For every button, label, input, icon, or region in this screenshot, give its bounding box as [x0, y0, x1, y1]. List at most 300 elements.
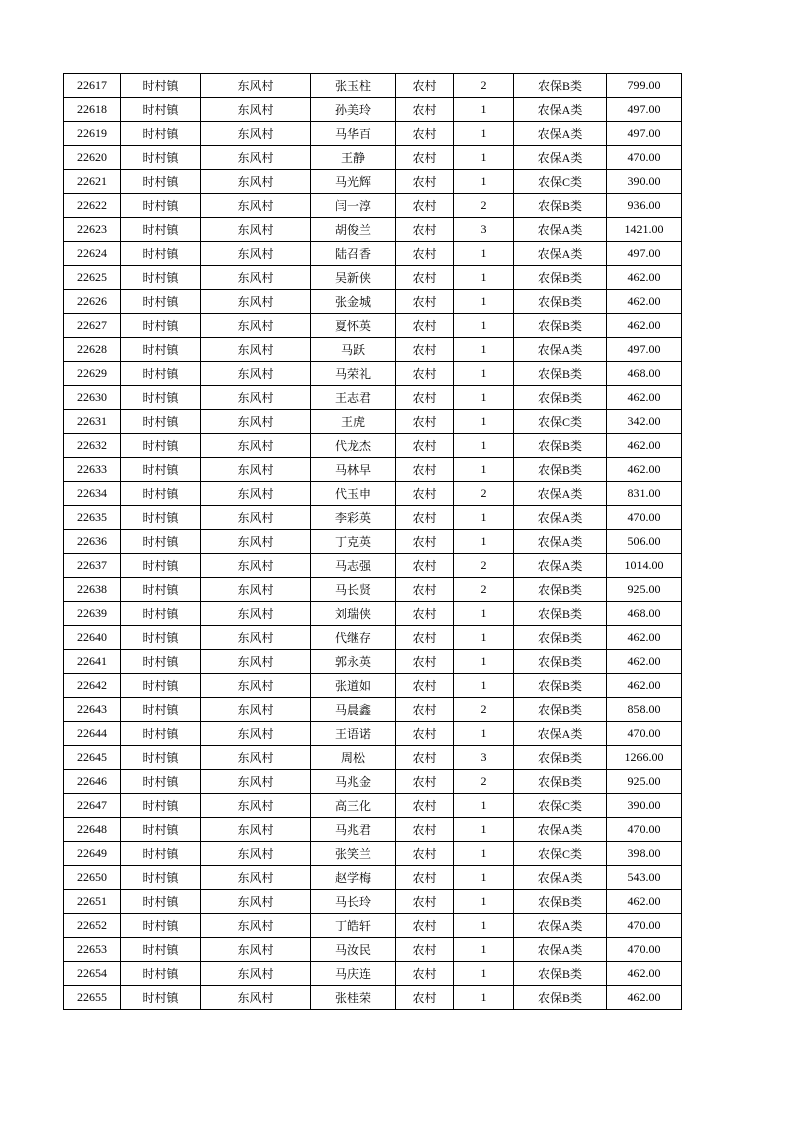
- cell-id: 22628: [64, 338, 121, 362]
- cell-town: 时村镇: [121, 338, 201, 362]
- cell-count: 2: [454, 74, 514, 98]
- table-row: [64, 362, 682, 386]
- table-row: [64, 794, 682, 818]
- cell-residence_type: 农村: [396, 578, 454, 602]
- cell-insurance_class: 农保B类: [514, 194, 607, 218]
- cell-id: 22638: [64, 578, 121, 602]
- cell-insurance_class: 农保A类: [514, 914, 607, 938]
- cell-residence_type: 农村: [396, 842, 454, 866]
- cell-residence_type: 农村: [396, 266, 454, 290]
- cell-residence_type: 农村: [396, 482, 454, 506]
- cell-name: 代玉申: [311, 482, 396, 506]
- cell-village: 东风村: [201, 794, 311, 818]
- cell-name: 闫一淳: [311, 194, 396, 218]
- cell-name: 马华百: [311, 122, 396, 146]
- cell-residence_type: 农村: [396, 410, 454, 434]
- cell-id: 22617: [64, 74, 121, 98]
- cell-residence_type: 农村: [396, 146, 454, 170]
- cell-residence_type: 农村: [396, 362, 454, 386]
- cell-amount: 925.00: [607, 578, 682, 602]
- cell-count: 1: [454, 386, 514, 410]
- cell-count: 3: [454, 218, 514, 242]
- cell-amount: 462.00: [607, 434, 682, 458]
- cell-village: 东风村: [201, 122, 311, 146]
- cell-residence_type: 农村: [396, 650, 454, 674]
- cell-id: 22650: [64, 866, 121, 890]
- cell-name: 王静: [311, 146, 396, 170]
- cell-town: 时村镇: [121, 866, 201, 890]
- cell-village: 东风村: [201, 170, 311, 194]
- cell-name: 夏怀英: [311, 314, 396, 338]
- table-row: [64, 74, 682, 98]
- cell-village: 东风村: [201, 386, 311, 410]
- cell-insurance_class: 农保A类: [514, 866, 607, 890]
- cell-insurance_class: 农保B类: [514, 314, 607, 338]
- cell-name: 张桂荣: [311, 986, 396, 1010]
- cell-village: 东风村: [201, 866, 311, 890]
- table-row: [64, 434, 682, 458]
- cell-village: 东风村: [201, 602, 311, 626]
- table-row: [64, 866, 682, 890]
- cell-count: 2: [454, 770, 514, 794]
- cell-insurance_class: 农保B类: [514, 746, 607, 770]
- cell-count: 1: [454, 266, 514, 290]
- cell-insurance_class: 农保A类: [514, 338, 607, 362]
- cell-village: 东风村: [201, 314, 311, 338]
- cell-residence_type: 农村: [396, 170, 454, 194]
- cell-amount: 831.00: [607, 482, 682, 506]
- cell-town: 时村镇: [121, 506, 201, 530]
- cell-residence_type: 农村: [396, 626, 454, 650]
- cell-id: 22632: [64, 434, 121, 458]
- cell-id: 22637: [64, 554, 121, 578]
- cell-count: 1: [454, 722, 514, 746]
- cell-id: 22640: [64, 626, 121, 650]
- cell-name: 李彩英: [311, 506, 396, 530]
- cell-village: 东风村: [201, 746, 311, 770]
- cell-id: 22634: [64, 482, 121, 506]
- cell-count: 1: [454, 458, 514, 482]
- cell-name: 赵学梅: [311, 866, 396, 890]
- cell-town: 时村镇: [121, 938, 201, 962]
- cell-residence_type: 农村: [396, 962, 454, 986]
- cell-amount: 497.00: [607, 242, 682, 266]
- cell-residence_type: 农村: [396, 458, 454, 482]
- cell-name: 马林早: [311, 458, 396, 482]
- cell-amount: 398.00: [607, 842, 682, 866]
- cell-amount: 468.00: [607, 602, 682, 626]
- cell-town: 时村镇: [121, 362, 201, 386]
- cell-village: 东风村: [201, 770, 311, 794]
- cell-id: 22636: [64, 530, 121, 554]
- cell-town: 时村镇: [121, 290, 201, 314]
- cell-insurance_class: 农保B类: [514, 626, 607, 650]
- cell-id: 22652: [64, 914, 121, 938]
- cell-village: 东风村: [201, 650, 311, 674]
- cell-town: 时村镇: [121, 434, 201, 458]
- table-row: [64, 386, 682, 410]
- cell-amount: 497.00: [607, 98, 682, 122]
- cell-village: 东风村: [201, 338, 311, 362]
- cell-town: 时村镇: [121, 602, 201, 626]
- cell-amount: 470.00: [607, 914, 682, 938]
- cell-id: 22620: [64, 146, 121, 170]
- cell-name: 王虎: [311, 410, 396, 434]
- cell-amount: 462.00: [607, 266, 682, 290]
- cell-count: 1: [454, 650, 514, 674]
- cell-village: 东风村: [201, 626, 311, 650]
- cell-id: 22618: [64, 98, 121, 122]
- cell-residence_type: 农村: [396, 794, 454, 818]
- cell-amount: 1266.00: [607, 746, 682, 770]
- cell-insurance_class: 农保B类: [514, 362, 607, 386]
- cell-insurance_class: 农保A类: [514, 506, 607, 530]
- cell-count: 1: [454, 986, 514, 1010]
- cell-village: 东风村: [201, 986, 311, 1010]
- cell-id: 22622: [64, 194, 121, 218]
- cell-amount: 1421.00: [607, 218, 682, 242]
- cell-name: 张玉柱: [311, 74, 396, 98]
- cell-village: 东风村: [201, 146, 311, 170]
- cell-amount: 936.00: [607, 194, 682, 218]
- cell-count: 1: [454, 818, 514, 842]
- cell-village: 东风村: [201, 530, 311, 554]
- cell-insurance_class: 农保A类: [514, 242, 607, 266]
- table-row: [64, 626, 682, 650]
- cell-town: 时村镇: [121, 170, 201, 194]
- cell-residence_type: 农村: [396, 866, 454, 890]
- cell-town: 时村镇: [121, 578, 201, 602]
- cell-insurance_class: 农保A类: [514, 146, 607, 170]
- cell-count: 1: [454, 146, 514, 170]
- cell-town: 时村镇: [121, 314, 201, 338]
- cell-amount: 342.00: [607, 410, 682, 434]
- cell-village: 东风村: [201, 890, 311, 914]
- cell-village: 东风村: [201, 218, 311, 242]
- cell-town: 时村镇: [121, 98, 201, 122]
- cell-count: 1: [454, 434, 514, 458]
- cell-residence_type: 农村: [396, 914, 454, 938]
- cell-amount: 462.00: [607, 626, 682, 650]
- cell-amount: 506.00: [607, 530, 682, 554]
- cell-insurance_class: 农保B类: [514, 290, 607, 314]
- cell-insurance_class: 农保B类: [514, 386, 607, 410]
- cell-village: 东风村: [201, 266, 311, 290]
- cell-count: 2: [454, 554, 514, 578]
- cell-id: 22631: [64, 410, 121, 434]
- cell-amount: 468.00: [607, 362, 682, 386]
- cell-name: 代龙杰: [311, 434, 396, 458]
- cell-residence_type: 农村: [396, 818, 454, 842]
- cell-residence_type: 农村: [396, 194, 454, 218]
- cell-residence_type: 农村: [396, 938, 454, 962]
- cell-count: 2: [454, 698, 514, 722]
- cell-insurance_class: 农保B类: [514, 266, 607, 290]
- cell-residence_type: 农村: [396, 602, 454, 626]
- cell-town: 时村镇: [121, 530, 201, 554]
- cell-name: 刘瑞侠: [311, 602, 396, 626]
- insurance-roster-table: [63, 73, 682, 1010]
- cell-village: 东风村: [201, 914, 311, 938]
- table-row: [64, 842, 682, 866]
- table-row: [64, 338, 682, 362]
- table-row: [64, 266, 682, 290]
- cell-count: 1: [454, 314, 514, 338]
- cell-town: 时村镇: [121, 482, 201, 506]
- cell-insurance_class: 农保B类: [514, 674, 607, 698]
- cell-town: 时村镇: [121, 794, 201, 818]
- table-row: [64, 650, 682, 674]
- cell-name: 代继存: [311, 626, 396, 650]
- cell-town: 时村镇: [121, 842, 201, 866]
- cell-id: 22633: [64, 458, 121, 482]
- cell-amount: 497.00: [607, 122, 682, 146]
- cell-count: 1: [454, 890, 514, 914]
- cell-count: 3: [454, 746, 514, 770]
- cell-residence_type: 农村: [396, 290, 454, 314]
- cell-amount: 462.00: [607, 986, 682, 1010]
- cell-town: 时村镇: [121, 554, 201, 578]
- table-row: [64, 194, 682, 218]
- cell-residence_type: 农村: [396, 506, 454, 530]
- cell-id: 22625: [64, 266, 121, 290]
- cell-amount: 497.00: [607, 338, 682, 362]
- table-body: [64, 74, 682, 1010]
- cell-id: 22644: [64, 722, 121, 746]
- cell-town: 时村镇: [121, 746, 201, 770]
- cell-village: 东风村: [201, 722, 311, 746]
- cell-count: 1: [454, 290, 514, 314]
- cell-name: 吴新侠: [311, 266, 396, 290]
- table-row: [64, 698, 682, 722]
- cell-town: 时村镇: [121, 242, 201, 266]
- table-row: [64, 770, 682, 794]
- cell-amount: 799.00: [607, 74, 682, 98]
- table-row: [64, 674, 682, 698]
- cell-town: 时村镇: [121, 122, 201, 146]
- table-row: [64, 938, 682, 962]
- table-row: [64, 818, 682, 842]
- cell-residence_type: 农村: [396, 122, 454, 146]
- cell-residence_type: 农村: [396, 314, 454, 338]
- cell-count: 1: [454, 602, 514, 626]
- cell-id: 22623: [64, 218, 121, 242]
- cell-count: 1: [454, 938, 514, 962]
- cell-id: 22654: [64, 962, 121, 986]
- cell-insurance_class: 农保B类: [514, 890, 607, 914]
- cell-name: 张笑兰: [311, 842, 396, 866]
- cell-amount: 925.00: [607, 770, 682, 794]
- cell-id: 22655: [64, 986, 121, 1010]
- cell-amount: 470.00: [607, 818, 682, 842]
- cell-town: 时村镇: [121, 626, 201, 650]
- cell-village: 东风村: [201, 962, 311, 986]
- cell-count: 2: [454, 578, 514, 602]
- cell-village: 东风村: [201, 698, 311, 722]
- cell-name: 王志君: [311, 386, 396, 410]
- cell-village: 东风村: [201, 98, 311, 122]
- cell-name: 马志强: [311, 554, 396, 578]
- cell-residence_type: 农村: [396, 986, 454, 1010]
- cell-amount: 462.00: [607, 962, 682, 986]
- cell-amount: 390.00: [607, 170, 682, 194]
- cell-residence_type: 农村: [396, 386, 454, 410]
- cell-town: 时村镇: [121, 986, 201, 1010]
- cell-town: 时村镇: [121, 890, 201, 914]
- table-row: [64, 98, 682, 122]
- cell-id: 22642: [64, 674, 121, 698]
- cell-insurance_class: 农保B类: [514, 770, 607, 794]
- cell-id: 22653: [64, 938, 121, 962]
- cell-id: 22621: [64, 170, 121, 194]
- cell-insurance_class: 农保A类: [514, 722, 607, 746]
- cell-id: 22641: [64, 650, 121, 674]
- cell-village: 东风村: [201, 242, 311, 266]
- cell-insurance_class: 农保B类: [514, 74, 607, 98]
- cell-name: 高三化: [311, 794, 396, 818]
- cell-name: 马兆金: [311, 770, 396, 794]
- table-row: [64, 218, 682, 242]
- cell-town: 时村镇: [121, 650, 201, 674]
- table-row: [64, 914, 682, 938]
- cell-insurance_class: 农保B类: [514, 578, 607, 602]
- cell-insurance_class: 农保C类: [514, 170, 607, 194]
- table-row: [64, 554, 682, 578]
- cell-residence_type: 农村: [396, 218, 454, 242]
- cell-residence_type: 农村: [396, 770, 454, 794]
- cell-id: 22626: [64, 290, 121, 314]
- cell-id: 22651: [64, 890, 121, 914]
- cell-insurance_class: 农保B类: [514, 434, 607, 458]
- cell-id: 22646: [64, 770, 121, 794]
- cell-amount: 462.00: [607, 890, 682, 914]
- cell-village: 东风村: [201, 74, 311, 98]
- cell-town: 时村镇: [121, 266, 201, 290]
- cell-name: 马长玲: [311, 890, 396, 914]
- table-row: [64, 890, 682, 914]
- cell-village: 东风村: [201, 290, 311, 314]
- cell-town: 时村镇: [121, 410, 201, 434]
- table-row: [64, 746, 682, 770]
- cell-residence_type: 农村: [396, 434, 454, 458]
- cell-town: 时村镇: [121, 914, 201, 938]
- table-row: [64, 530, 682, 554]
- cell-amount: 462.00: [607, 458, 682, 482]
- cell-count: 1: [454, 626, 514, 650]
- cell-count: 1: [454, 530, 514, 554]
- cell-name: 陆召香: [311, 242, 396, 266]
- cell-village: 东风村: [201, 506, 311, 530]
- cell-name: 孙美玲: [311, 98, 396, 122]
- cell-name: 马光辉: [311, 170, 396, 194]
- cell-insurance_class: 农保A类: [514, 554, 607, 578]
- cell-amount: 470.00: [607, 722, 682, 746]
- cell-amount: 470.00: [607, 146, 682, 170]
- cell-insurance_class: 农保B类: [514, 602, 607, 626]
- cell-amount: 1014.00: [607, 554, 682, 578]
- cell-insurance_class: 农保C类: [514, 794, 607, 818]
- cell-village: 东风村: [201, 482, 311, 506]
- cell-insurance_class: 农保A类: [514, 98, 607, 122]
- cell-village: 东风村: [201, 554, 311, 578]
- cell-village: 东风村: [201, 434, 311, 458]
- cell-name: 张道如: [311, 674, 396, 698]
- cell-id: 22648: [64, 818, 121, 842]
- cell-amount: 543.00: [607, 866, 682, 890]
- table-row: [64, 482, 682, 506]
- cell-name: 马晨鑫: [311, 698, 396, 722]
- table-row: [64, 962, 682, 986]
- cell-count: 1: [454, 962, 514, 986]
- cell-village: 东风村: [201, 938, 311, 962]
- cell-count: 1: [454, 242, 514, 266]
- cell-name: 马长贤: [311, 578, 396, 602]
- cell-insurance_class: 农保A类: [514, 482, 607, 506]
- cell-name: 马跃: [311, 338, 396, 362]
- cell-village: 东风村: [201, 458, 311, 482]
- cell-id: 22627: [64, 314, 121, 338]
- cell-residence_type: 农村: [396, 746, 454, 770]
- cell-id: 22630: [64, 386, 121, 410]
- cell-id: 22643: [64, 698, 121, 722]
- cell-residence_type: 农村: [396, 74, 454, 98]
- table-row: [64, 722, 682, 746]
- cell-town: 时村镇: [121, 386, 201, 410]
- cell-count: 1: [454, 122, 514, 146]
- cell-amount: 462.00: [607, 674, 682, 698]
- cell-village: 东风村: [201, 818, 311, 842]
- cell-residence_type: 农村: [396, 674, 454, 698]
- cell-village: 东风村: [201, 578, 311, 602]
- cell-id: 22624: [64, 242, 121, 266]
- cell-residence_type: 农村: [396, 554, 454, 578]
- cell-id: 22629: [64, 362, 121, 386]
- cell-count: 1: [454, 842, 514, 866]
- cell-insurance_class: 农保B类: [514, 650, 607, 674]
- table-row: [64, 146, 682, 170]
- cell-name: 王语诺: [311, 722, 396, 746]
- cell-residence_type: 农村: [396, 242, 454, 266]
- table-row: [64, 458, 682, 482]
- cell-town: 时村镇: [121, 962, 201, 986]
- cell-residence_type: 农村: [396, 530, 454, 554]
- cell-count: 1: [454, 410, 514, 434]
- cell-town: 时村镇: [121, 722, 201, 746]
- cell-amount: 462.00: [607, 314, 682, 338]
- cell-village: 东风村: [201, 194, 311, 218]
- cell-count: 1: [454, 170, 514, 194]
- cell-id: 22619: [64, 122, 121, 146]
- table-row: [64, 290, 682, 314]
- table-row: [64, 314, 682, 338]
- table-row: [64, 578, 682, 602]
- cell-residence_type: 农村: [396, 698, 454, 722]
- cell-amount: 462.00: [607, 386, 682, 410]
- table-row: [64, 506, 682, 530]
- cell-insurance_class: 农保B类: [514, 698, 607, 722]
- cell-residence_type: 农村: [396, 722, 454, 746]
- cell-count: 1: [454, 866, 514, 890]
- cell-amount: 390.00: [607, 794, 682, 818]
- cell-id: 22647: [64, 794, 121, 818]
- cell-id: 22635: [64, 506, 121, 530]
- cell-town: 时村镇: [121, 770, 201, 794]
- cell-town: 时村镇: [121, 698, 201, 722]
- cell-village: 东风村: [201, 674, 311, 698]
- cell-name: 胡俊兰: [311, 218, 396, 242]
- cell-village: 东风村: [201, 362, 311, 386]
- table-row: [64, 986, 682, 1010]
